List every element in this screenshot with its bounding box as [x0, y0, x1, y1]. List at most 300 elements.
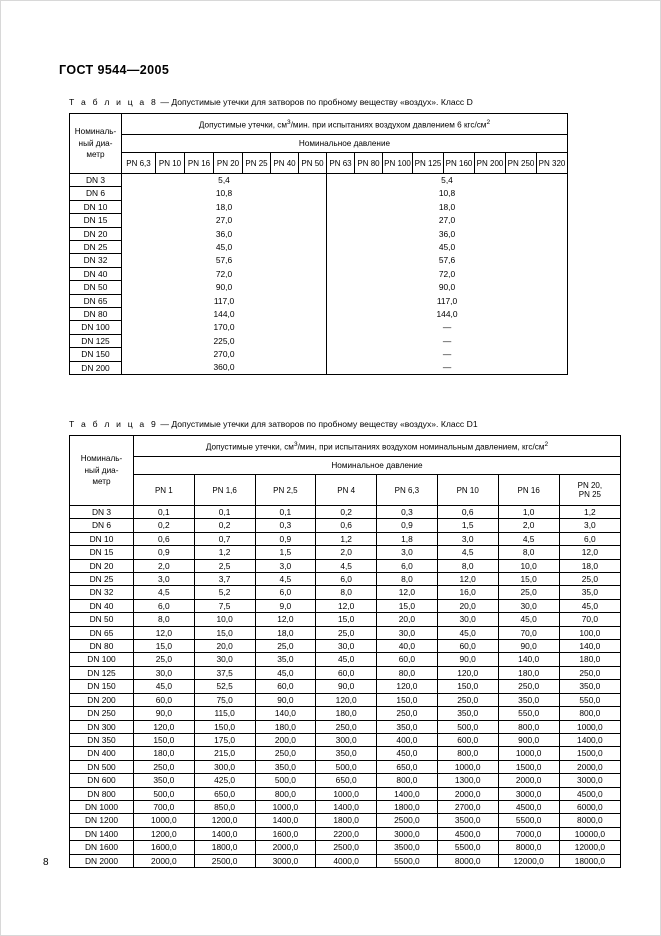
table-9-cell-value: 30,0: [194, 653, 255, 666]
table-9-cell-value: 16,0: [437, 586, 498, 599]
table-9-cell-value: 200,0: [255, 733, 316, 746]
table-9-cell-value: 180,0: [316, 707, 377, 720]
table-9-cell-value: 5500,0: [437, 841, 498, 854]
table-9-cell-value: 2,0: [133, 559, 194, 572]
table-9-cell-value: 250,0: [559, 666, 620, 679]
table-9-cell-value: 4500,0: [437, 827, 498, 840]
table-9-cell-value: 150,0: [133, 733, 194, 746]
table-8-column-header: PN 63: [327, 153, 355, 174]
table-9-cell-value: 250,0: [133, 760, 194, 773]
table-9-cell-value: 30,0: [316, 640, 377, 653]
table-9-cell-value: 800,0: [437, 747, 498, 760]
table-9-cell-value: 350,0: [498, 693, 559, 706]
table-9-cell-value: 1000,0: [498, 747, 559, 760]
table-9-cell-value: 6,0: [559, 532, 620, 545]
table-9-cell-value: 1300,0: [437, 774, 498, 787]
table-9-cell-value: 8000,0: [437, 854, 498, 867]
table-9-cell-value: 12000,0: [559, 841, 620, 854]
table-8-row: [70, 308, 568, 321]
table-9-cell-value: 0,1: [255, 506, 316, 519]
table-9-cell-value: 60,0: [316, 666, 377, 679]
table-8-column-header: PN 125: [413, 153, 444, 174]
table-9-cell-dn: DN 1600: [70, 841, 134, 854]
table-9-cell-dn: DN 40: [70, 599, 134, 612]
table-9-cell-value: 12,0: [437, 573, 498, 586]
table-9-cell-value: 2,0: [498, 519, 559, 532]
table-9-row: [70, 546, 621, 559]
table-8-cell-value-left: 360,0: [122, 361, 327, 374]
table-9-cell-value: 3,0: [559, 519, 620, 532]
table-9-cell-value: 0,6: [133, 532, 194, 545]
table-9-cell-dn: DN 500: [70, 760, 134, 773]
table-9: [69, 435, 621, 868]
table-9-cell-value: 350,0: [559, 680, 620, 693]
table-8-cell-dn: DN 6: [70, 187, 122, 200]
table-9-cell-value: 15,0: [377, 599, 438, 612]
table-8-cell-value-left: 144,0: [122, 308, 327, 321]
table-9-cell-dn: DN 250: [70, 707, 134, 720]
table-9-cell-value: 30,0: [377, 626, 438, 639]
table-9-cell-value: 1400,0: [255, 814, 316, 827]
table-9-cell-dn: DN 32: [70, 586, 134, 599]
table-9-cell-value: 180,0: [255, 720, 316, 733]
table-9-cell-value: 600,0: [437, 733, 498, 746]
table-9-cell-value: 1600,0: [133, 841, 194, 854]
table-9-cell-value: 30,0: [437, 613, 498, 626]
table-9-row: [70, 693, 621, 706]
table-8-cell-value-right: —: [327, 361, 568, 374]
table-9-cell-value: 2000,0: [559, 760, 620, 773]
table-8-row: [70, 241, 568, 254]
table-8-cell-value-right: 27,0: [327, 214, 568, 227]
table-9-cell-value: 800,0: [498, 720, 559, 733]
table-9-cell-value: 0,1: [194, 506, 255, 519]
table-9-cell-value: 9,0: [255, 599, 316, 612]
table-9-cell-value: 20,0: [437, 599, 498, 612]
table-9-cell-value: 4000,0: [316, 854, 377, 867]
table-9-cell-value: 150,0: [194, 720, 255, 733]
table-9-cell-value: 80,0: [377, 666, 438, 679]
table-9-cell-dn: DN 350: [70, 733, 134, 746]
table-9-cell-value: 3000,0: [559, 774, 620, 787]
table-9-cell-value: 4,5: [316, 559, 377, 572]
table-9-cell-value: 100,0: [559, 626, 620, 639]
table-9-cell-value: 1400,0: [316, 800, 377, 813]
table-9-cell-value: 45,0: [559, 599, 620, 612]
table-9-cell-value: 15,0: [194, 626, 255, 639]
table-9-cell-value: 18,0: [255, 626, 316, 639]
table-9-cell-value: 0,6: [316, 519, 377, 532]
table-9-cell-value: 1800,0: [316, 814, 377, 827]
table-9-cell-dn: DN 6: [70, 519, 134, 532]
table-8-cell-dn: DN 25: [70, 241, 122, 254]
table-9-cell-value: 2000,0: [437, 787, 498, 800]
table-9-cell-value: 3000,0: [498, 787, 559, 800]
table-9-cell-value: 215,0: [194, 747, 255, 760]
table-9-cell-dn: DN 100: [70, 653, 134, 666]
table-9-row: [70, 814, 621, 827]
table-9-cell-value: 350,0: [316, 747, 377, 760]
table-8-header-diameter: Номиналь- ный диа- метр: [70, 114, 122, 174]
table-9-column-header: PN 10: [437, 475, 498, 506]
table-8-row: [70, 174, 568, 187]
table-9-cell-value: 0,6: [437, 506, 498, 519]
table-9-cell-value: 70,0: [559, 613, 620, 626]
table-9-cell-value: 12,0: [133, 626, 194, 639]
table-9-cell-value: 6,0: [377, 559, 438, 572]
table-9-row: [70, 653, 621, 666]
table-9-cell-dn: DN 50: [70, 613, 134, 626]
table-9-cell-value: 1000,0: [437, 760, 498, 773]
table-9-cell-value: 300,0: [194, 760, 255, 773]
table-9-cell-value: 140,0: [255, 707, 316, 720]
table-9-cell-dn: DN 125: [70, 666, 134, 679]
table-9-cell-value: 60,0: [255, 680, 316, 693]
table-9-cell-value: 75,0: [194, 693, 255, 706]
table-9-cell-value: 0,2: [194, 519, 255, 532]
table-9-cell-value: 700,0: [133, 800, 194, 813]
table-9-cell-value: 60,0: [437, 640, 498, 653]
table-9-cell-value: 1400,0: [194, 827, 255, 840]
table-8-column-header: PN 25: [243, 153, 271, 174]
table-9-cell-value: 120,0: [377, 680, 438, 693]
table-8: [69, 113, 568, 375]
table-9-cell-value: 4,5: [133, 586, 194, 599]
table-9-cell-value: 5500,0: [377, 854, 438, 867]
table-9-cell-value: 37,5: [194, 666, 255, 679]
table-9-cell-value: 4,5: [255, 573, 316, 586]
table-9-cell-value: 0,2: [133, 519, 194, 532]
table-8-row: [70, 267, 568, 280]
table-9-cell-value: 5,2: [194, 586, 255, 599]
table-9-cell-value: 90,0: [133, 707, 194, 720]
table-9-cell-value: 2700,0: [437, 800, 498, 813]
table-9-cell-value: 650,0: [377, 760, 438, 773]
table-8-column-header: PN 20: [214, 153, 243, 174]
table-9-cell-value: 15,0: [316, 613, 377, 626]
table-9-cell-dn: DN 800: [70, 787, 134, 800]
table-9-cell-value: 0,9: [255, 532, 316, 545]
table-9-row: [70, 586, 621, 599]
table-8-cell-dn: DN 32: [70, 254, 122, 267]
table-9-cell-value: 25,0: [255, 640, 316, 653]
table-9-cell-value: 15,0: [133, 640, 194, 653]
table-9-cell-value: 3,0: [133, 573, 194, 586]
table-9-cell-value: 4,5: [437, 546, 498, 559]
table-9-cell-value: 8000,0: [559, 814, 620, 827]
table-9-cell-value: 35,0: [559, 586, 620, 599]
table-8-cell-dn: DN 80: [70, 308, 122, 321]
table-9-cell-value: 1400,0: [377, 787, 438, 800]
table-9-cell-dn: DN 200: [70, 693, 134, 706]
table-8-row: [70, 214, 568, 227]
table-9-cell-value: 115,0: [194, 707, 255, 720]
table-8-cell-dn: DN 50: [70, 281, 122, 294]
table-8-column-header: PN 160: [444, 153, 475, 174]
table-9-cell-value: 180,0: [559, 653, 620, 666]
table-9-cell-value: 4500,0: [559, 787, 620, 800]
table-8-header-nominal-pressure: Номинальное давление: [122, 135, 568, 153]
table-9-cell-value: 90,0: [437, 653, 498, 666]
table-9-row: [70, 666, 621, 679]
table-9-cell-dn: DN 150: [70, 680, 134, 693]
table-9-cell-value: 60,0: [377, 653, 438, 666]
table-9-cell-value: 250,0: [498, 680, 559, 693]
table-9-row: [70, 519, 621, 532]
table-9-cell-value: 25,0: [133, 653, 194, 666]
table-8-caption-text: — Допустимые утечки для затворов по пробному веществу «воздух». Класс D: [157, 97, 473, 107]
table-9-cell-value: 12,0: [255, 613, 316, 626]
table-9-row: [70, 559, 621, 572]
table-9-cell-value: 6000,0: [559, 800, 620, 813]
table-9-cell-value: 45,0: [133, 680, 194, 693]
table-8-block: [43, 97, 621, 375]
table-8-cell-value-right: 5,4: [327, 174, 568, 187]
table-9-cell-dn: DN 300: [70, 720, 134, 733]
table-9-cell-value: 20,0: [377, 613, 438, 626]
table-9-cell-value: 2200,0: [316, 827, 377, 840]
table-8-column-header: PN 6,3: [122, 153, 156, 174]
table-9-column-header: PN 16: [498, 475, 559, 506]
table-9-cell-value: 120,0: [437, 666, 498, 679]
table-9-cell-value: 175,0: [194, 733, 255, 746]
table-9-row: [70, 680, 621, 693]
table-8-column-header: PN 16: [185, 153, 214, 174]
table-9-cell-value: 3,7: [194, 573, 255, 586]
table-9-header-leakage: Допустимые утечки, $см^3$/мин, при испытаниях воздухом номинальным давлением, кгс/$см^2$: [133, 436, 620, 457]
table-9-cell-value: 7000,0: [498, 827, 559, 840]
table-9-column-header: PN 6,3: [377, 475, 438, 506]
table-9-cell-dn: DN 3: [70, 506, 134, 519]
table-9-cell-value: 8,0: [133, 613, 194, 626]
table-9-cell-value: 0,2: [316, 506, 377, 519]
table-8-cell-value-right: 90,0: [327, 281, 568, 294]
table-9-header-diameter: Номиналь- ный диа- метр: [70, 436, 134, 506]
table-9-cell-value: 2500,0: [194, 854, 255, 867]
table-8-cell-value-right: 144,0: [327, 308, 568, 321]
table-9-caption-text: — Допустимые утечки для затворов по пробному веществу «воздух». Класс D1: [157, 419, 478, 429]
table-8-column-header: PN 10: [156, 153, 185, 174]
table-9-cell-value: 2500,0: [316, 841, 377, 854]
table-9-cell-dn: DN 80: [70, 640, 134, 653]
table-8-row: [70, 321, 568, 334]
table-9-row: [70, 532, 621, 545]
table-9-cell-value: 250,0: [316, 720, 377, 733]
table-9-cell-value: 30,0: [133, 666, 194, 679]
table-8-header-leakage: Допустимые утечки, $см^3$/мин. при испытаниях воздухом давлением 6 кгс/$см^2$: [122, 114, 568, 135]
table-8-cell-value-right: 72,0: [327, 267, 568, 280]
table-9-cell-value: 350,0: [133, 774, 194, 787]
table-9-cell-value: 500,0: [133, 787, 194, 800]
table-9-cell-value: 20,0: [194, 640, 255, 653]
table-9-cell-value: 90,0: [316, 680, 377, 693]
table-8-row: [70, 281, 568, 294]
table-8-column-header: PN 320: [537, 153, 568, 174]
table-8-cell-dn: DN 125: [70, 334, 122, 347]
table-9-cell-value: 1200,0: [133, 827, 194, 840]
table-8-cell-dn: DN 150: [70, 348, 122, 361]
table-8-row: [70, 361, 568, 374]
table-9-cell-value: 52,5: [194, 680, 255, 693]
table-8-row: [70, 200, 568, 213]
table-9-cell-value: 1,2: [316, 532, 377, 545]
table-9-cell-value: 120,0: [133, 720, 194, 733]
table-9-cell-value: 500,0: [316, 760, 377, 773]
table-9-cell-value: 4500,0: [498, 800, 559, 813]
table-9-row: [70, 573, 621, 586]
table-9-cell-dn: DN 1400: [70, 827, 134, 840]
table-9-cell-value: 70,0: [498, 626, 559, 639]
table-9-cell-value: 90,0: [498, 640, 559, 653]
table-8-cell-dn: DN 100: [70, 321, 122, 334]
table-8-cell-dn: DN 20: [70, 227, 122, 240]
table-9-cell-dn: DN 65: [70, 626, 134, 639]
table-8-caption: [69, 97, 621, 107]
table-8-cell-dn: DN 40: [70, 267, 122, 280]
table-8-column-header: PN 40: [271, 153, 299, 174]
table-9-cell-value: 6,0: [255, 586, 316, 599]
table-9-header-nominal-pressure: Номинальное давление: [133, 457, 620, 475]
table-8-cell-value-left: 90,0: [122, 281, 327, 294]
table-9-cell-value: 450,0: [377, 747, 438, 760]
table-8-cell-value-right: 117,0: [327, 294, 568, 307]
table-9-cell-value: 8000,0: [498, 841, 559, 854]
table-9-cell-value: 800,0: [255, 787, 316, 800]
table-9-cell-value: 550,0: [559, 693, 620, 706]
table-9-cell-dn: DN 400: [70, 747, 134, 760]
table-9-cell-value: 2000,0: [255, 841, 316, 854]
table-8-cell-dn: DN 15: [70, 214, 122, 227]
table-8-cell-value-left: 36,0: [122, 227, 327, 240]
table-8-row: [70, 227, 568, 240]
table-9-cell-value: 3,0: [377, 546, 438, 559]
table-9-cell-value: 650,0: [194, 787, 255, 800]
table-8-cell-value-left: 10,8: [122, 187, 327, 200]
table-9-cell-value: 900,0: [498, 733, 559, 746]
table-8-cell-value-right: —: [327, 321, 568, 334]
table-9-cell-value: 850,0: [194, 800, 255, 813]
table-8-cell-value-right: —: [327, 334, 568, 347]
table-9-row: [70, 626, 621, 639]
table-9-row: [70, 800, 621, 813]
table-9-column-header: PN 20, PN 25: [559, 475, 620, 506]
table-9-cell-value: 6,0: [316, 573, 377, 586]
table-9-cell-value: 8,0: [377, 573, 438, 586]
table-9-cell-value: 3000,0: [377, 827, 438, 840]
table-9-cell-value: 150,0: [437, 680, 498, 693]
table-9-cell-value: 1,5: [437, 519, 498, 532]
table-9-cell-value: 2000,0: [498, 774, 559, 787]
table-9-cell-value: 40,0: [377, 640, 438, 653]
table-9-cell-value: 1000,0: [255, 800, 316, 813]
table-9-cell-value: 1000,0: [316, 787, 377, 800]
table-9-cell-value: 800,0: [377, 774, 438, 787]
table-8-cell-value-right: 57,6: [327, 254, 568, 267]
table-9-cell-value: 5500,0: [498, 814, 559, 827]
table-8-column-header: PN 80: [355, 153, 383, 174]
table-8-cell-value-left: 225,0: [122, 334, 327, 347]
table-8-cell-dn: DN 3: [70, 174, 122, 187]
table-9-cell-value: 2,5: [194, 559, 255, 572]
table-9-cell-value: 10,0: [194, 613, 255, 626]
table-9-cell-value: 45,0: [498, 613, 559, 626]
table-9-caption: [69, 419, 621, 429]
table-9-cell-value: 1000,0: [559, 720, 620, 733]
table-9-cell-value: 1,2: [194, 546, 255, 559]
table-9-cell-value: 120,0: [316, 693, 377, 706]
table-9-cell-value: 3500,0: [437, 814, 498, 827]
table-9-cell-dn: DN 15: [70, 546, 134, 559]
table-9-cell-value: 3,0: [437, 532, 498, 545]
table-8-column-header: PN 50: [299, 153, 327, 174]
table-8-cell-value-right: —: [327, 348, 568, 361]
table-9-row: [70, 854, 621, 867]
table-9-cell-value: 2000,0: [133, 854, 194, 867]
table-9-cell-value: 60,0: [133, 693, 194, 706]
table-9-row: [70, 787, 621, 800]
table-9-cell-value: 8,0: [498, 546, 559, 559]
table-9-cell-value: 0,7: [194, 532, 255, 545]
table-9-cell-value: 0,3: [255, 519, 316, 532]
table-9-cell-value: 90,0: [255, 693, 316, 706]
table-8-cell-value-left: 27,0: [122, 214, 327, 227]
table-9-cell-value: 30,0: [498, 599, 559, 612]
table-8-cell-value-left: 117,0: [122, 294, 327, 307]
table-9-cell-value: 140,0: [559, 640, 620, 653]
table-8-row: [70, 294, 568, 307]
table-9-cell-value: 45,0: [437, 626, 498, 639]
table-9-cell-value: 180,0: [498, 666, 559, 679]
table-9-cell-value: 3,0: [255, 559, 316, 572]
table-8-cell-value-left: 270,0: [122, 348, 327, 361]
table-9-cell-value: 250,0: [437, 693, 498, 706]
table-9-cell-value: 10000,0: [559, 827, 620, 840]
table-8-cell-value-left: 45,0: [122, 241, 327, 254]
table-9-row: [70, 707, 621, 720]
table-9-cell-value: 25,0: [316, 626, 377, 639]
table-8-cell-value-left: 170,0: [122, 321, 327, 334]
table-9-cell-value: 45,0: [255, 666, 316, 679]
table-9-cell-value: 180,0: [133, 747, 194, 760]
table-9-cell-value: 3000,0: [255, 854, 316, 867]
table-9-cell-value: 6,0: [133, 599, 194, 612]
table-9-cell-value: 1400,0: [559, 733, 620, 746]
table-9-cell-value: 45,0: [316, 653, 377, 666]
table-9-cell-dn: DN 10: [70, 532, 134, 545]
table-9-cell-dn: DN 20: [70, 559, 134, 572]
table-9-cell-value: 1,0: [498, 506, 559, 519]
table-9-cell-dn: DN 25: [70, 573, 134, 586]
table-9-cell-value: 1800,0: [194, 841, 255, 854]
table-8-cell-value-left: 18,0: [122, 200, 327, 213]
table-9-block: [43, 419, 621, 868]
table-9-cell-value: 1,5: [255, 546, 316, 559]
table-8-column-header: PN 100: [383, 153, 413, 174]
table-9-cell-value: 25,0: [559, 573, 620, 586]
table-9-cell-value: 10,0: [498, 559, 559, 572]
table-9-row: [70, 841, 621, 854]
table-8-cell-value-right: 18,0: [327, 200, 568, 213]
table-8-column-header: PN 250: [506, 153, 537, 174]
table-9-cell-value: 800,0: [559, 707, 620, 720]
table-9-cell-value: 140,0: [498, 653, 559, 666]
table-9-cell-dn: DN 1000: [70, 800, 134, 813]
table-9-cell-value: 12000,0: [498, 854, 559, 867]
table-9-cell-value: 350,0: [255, 760, 316, 773]
table-8-row: [70, 348, 568, 361]
table-9-caption-label: Т а б л и ц а 9: [69, 419, 158, 429]
table-9-cell-value: 18000,0: [559, 854, 620, 867]
